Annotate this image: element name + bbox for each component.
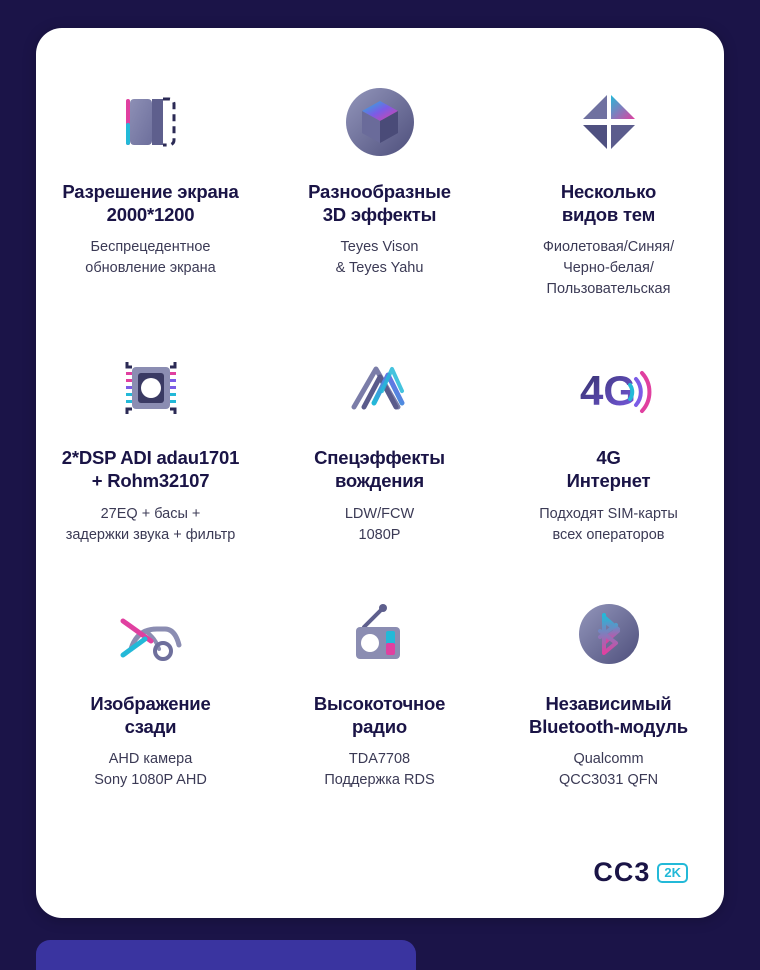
feature-title: 4G Интернет bbox=[566, 447, 651, 492]
feature-item bbox=[36, 68, 265, 300]
feature-title: Высокоточное радио bbox=[313, 692, 446, 737]
feature-title: Спецэффекты вождения bbox=[314, 447, 445, 492]
logo-badge: 2K bbox=[657, 863, 688, 883]
bluetooth-icon bbox=[504, 586, 713, 682]
feature-subtitle: Фиолетовая/Синяя/ Черно-белая/ Пользовательская bbox=[542, 239, 675, 298]
dsp-chip-icon bbox=[46, 340, 255, 436]
feature-item bbox=[265, 334, 494, 545]
feature-subtitle: Qualcomm QCC3031 QFN bbox=[558, 750, 659, 788]
feature-item bbox=[494, 334, 723, 545]
product-logo bbox=[593, 857, 688, 888]
feature-subtitle: Подходят SIM-карты всех операторов bbox=[539, 505, 678, 543]
logo-text: CC3 bbox=[593, 857, 651, 887]
feature-item bbox=[494, 580, 723, 791]
bottom-strip bbox=[36, 940, 416, 970]
rear-camera-icon bbox=[46, 586, 255, 682]
feature-subtitle: TDA7708 Поддержка RDS bbox=[324, 750, 435, 788]
feature-item bbox=[36, 334, 265, 545]
feature-item bbox=[494, 68, 723, 300]
feature-subtitle: AHD камера Sony 1080P AHD bbox=[94, 750, 207, 788]
feature-subtitle: 27EQ + басы + задержки звука + фильтр bbox=[65, 505, 236, 543]
feature-subtitle: Беспрецедентное обновление экрана bbox=[85, 239, 216, 277]
feature-subtitle: LDW/FCW 1080P bbox=[344, 505, 415, 543]
feature-subtitle: Teyes Vison & Teyes Yahu bbox=[335, 239, 424, 277]
feature-item bbox=[265, 580, 494, 791]
feature-title: Разнообразные 3D эффекты bbox=[308, 181, 451, 226]
feature-title: Разрешение экрана 2000*1200 bbox=[62, 181, 239, 226]
screen-resolution-icon bbox=[46, 74, 255, 170]
4g-internet-icon bbox=[504, 340, 713, 436]
feature-item bbox=[265, 68, 494, 300]
3d-cube-icon bbox=[275, 74, 484, 170]
feature-item bbox=[36, 580, 265, 791]
themes-icon bbox=[504, 74, 713, 170]
feature-title: Изображение сзади bbox=[90, 692, 211, 737]
feature-card bbox=[36, 28, 724, 918]
radio-icon bbox=[275, 586, 484, 682]
feature-title: Несколько видов тем bbox=[560, 181, 657, 226]
svg-text:4G: 4G bbox=[579, 367, 636, 415]
driving-effects-icon bbox=[275, 340, 484, 436]
feature-title: Независимый Bluetooth-модуль bbox=[529, 692, 688, 737]
feature-grid bbox=[36, 68, 724, 825]
feature-title: 2*DSP ADI adau1701 + Rohm32107 bbox=[61, 447, 240, 492]
